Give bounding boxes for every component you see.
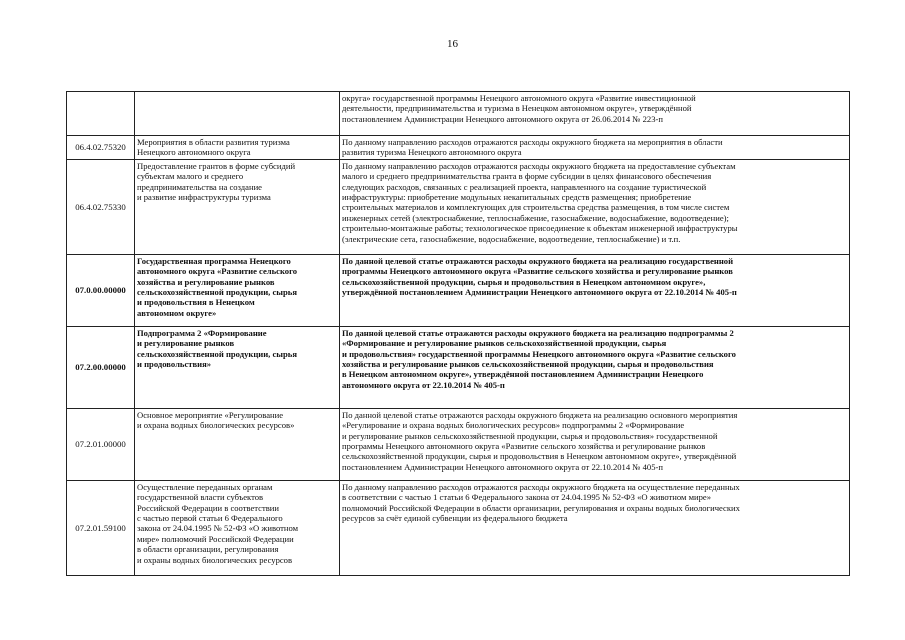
article-name-line: и продовольствия»	[137, 359, 212, 370]
article-name-line: и регулирование рынков	[137, 338, 235, 349]
article-description-line: в соответствии с частью 1 статьи 6 Федерального закона от 24.04.1995 № 52-ФЗ «О животном мире»	[342, 492, 712, 503]
article-name-line: мире» полномочий Российской Федерации	[137, 533, 294, 544]
article-description-line: «Регулирование и охрана водных биологических ресурсов» подпрограммы 2 «Формирование	[342, 420, 685, 431]
article-name	[135, 136, 340, 160]
table-row	[67, 326, 850, 408]
article-description-line: округа» государственной программы Ненецкого автономного округа «Развитие инвестиционной	[342, 93, 696, 103]
article-description-line: ресурсов за счёт единой субвенции из федерального бюджета	[342, 513, 568, 524]
table-row	[67, 159, 850, 254]
article-description-line: развития туризма Ненецкого автономного округа	[342, 147, 522, 158]
article-description-line: деятельности, предпринимательства и туризма в Ненецком автономном округе», утверждённой	[342, 103, 692, 114]
article-name-line: государственной власти субъектов	[137, 492, 264, 503]
target-article-code: 06.4.02.75320	[67, 136, 135, 160]
article-name-line: Осуществление переданных органам	[137, 481, 273, 492]
table-row	[67, 92, 850, 136]
article-description-line: и регулирование рынков сельскохозяйственной продукции, сырья и продовольствия» государственной	[342, 430, 718, 441]
article-description-line: По данной целевой статье отражаются расходы окружного бюджета на реализацию основного мероприятия	[342, 409, 738, 420]
article-name-line: предпринимательства на создание	[137, 181, 262, 192]
article-name-line: Подпрограмма 2 «Формирование	[137, 327, 267, 338]
article-name-line: и продовольствия в Ненецком	[137, 297, 255, 308]
article-description-line: хозяйства и регулирование рынков сельскохозяйственной продукции, сырья и продовольствия	[342, 359, 714, 370]
article-description	[340, 254, 850, 326]
article-description-line: утверждённой постановлением Администрации Ненецкого автономного округа от 22.10.2014 № 405-п	[342, 287, 737, 298]
article-name-line: и развитие инфраструктуры туризма	[137, 192, 271, 203]
article-name-line: автономного округа «Развитие сельского	[137, 266, 298, 277]
article-description-line: строительных материалов и комплектующих для строительства средства размещения, в том числе систем	[342, 202, 730, 213]
article-name-line: с частью первой статьи 6 Федерального	[137, 513, 283, 524]
target-article-code: 07.2.00.00000	[67, 326, 135, 408]
article-description-line: По данному направлению расходов отражаются расходы окружного бюджета на осуществление переданных	[342, 481, 740, 492]
article-description-line: По данному направлению расходов отражаются расходы окружного бюджета на мероприятия в области	[342, 137, 723, 147]
article-name-line: сельскохозяйственной продукции, сырья	[137, 287, 297, 298]
target-article-code: 06.4.02.75330	[67, 159, 135, 254]
article-description-line: По данному направлению расходов отражаются расходы окружного бюджета на предоставление субъектам	[342, 160, 736, 171]
article-name-line: сельскохозяйственной продукции, сырья	[137, 348, 297, 359]
article-description-line: «Формирование и регулирование рынков сельскохозяйственной продукции, сырья	[342, 338, 667, 349]
article-description	[340, 326, 850, 408]
article-description-line: По данной целевой статье отражаются расходы окружного бюджета на реализацию подпрограммы 2	[342, 327, 734, 338]
article-name-line: Ненецкого автономного округа	[137, 147, 251, 158]
table-row	[67, 136, 850, 160]
article-name-line: хозяйства и регулирование рынков	[137, 276, 275, 287]
article-name-line: Мероприятия в области развития туризма	[137, 137, 290, 147]
table-row	[67, 480, 850, 575]
article-name-line: Основное мероприятие «Регулирование	[137, 409, 284, 420]
article-name-line: в области организации, регулирования	[137, 544, 279, 555]
article-description-line: малого и среднего предпринимательства гранта в форме субсидии в целях финансового обеспечения	[342, 171, 712, 182]
article-description-line: сельскохозяйственной продукции, сырья и продовольствия в Ненецком автономном округе», утверждённой	[342, 451, 737, 462]
article-description	[340, 408, 850, 480]
article-name-line: и охраны водных биологических ресурсов	[137, 554, 293, 565]
article-description-line: постановлением Администрации Ненецкого автономного округа от 26.06.2014 № 223-п	[342, 113, 663, 124]
article-description-line: в Ненецком автономном округе», утверждённой постановлением Администрации Ненецкого	[342, 369, 704, 380]
article-name-line: Российской Федерации в соответствии	[137, 502, 279, 513]
article-name	[135, 254, 340, 326]
article-description-line: сельскохозяйственной продукции, сырья и продовольствия в Ненецком автономном округе»,	[342, 276, 706, 287]
article-name-line: субъектам малого и среднего	[137, 171, 244, 182]
article-description-line: программы Ненецкого автономного округа «Развитие сельского хозяйства и регулирование рынков	[342, 266, 733, 277]
article-name-line: автономном округе»	[137, 307, 217, 318]
article-description-line: постановлением Администрации Ненецкого автономного округа от 22.10.2014 № 405-п	[342, 461, 663, 472]
table-row	[67, 408, 850, 480]
target-article-code	[67, 92, 135, 136]
article-name	[135, 480, 340, 575]
target-article-code: 07.0.00.00000	[67, 254, 135, 326]
article-description	[340, 136, 850, 160]
article-description-line: и продовольствия» государственной программы Ненецкого автономного округа «Развитие сельского	[342, 348, 736, 359]
article-description-line: программы Ненецкого автономного округа «Развитие сельского хозяйства и регулирование рынков	[342, 441, 706, 452]
article-description-line: инженерных сетей (электроснабжение, теплоснабжение, газоснабжение, водоснабжение, водоотведение);	[342, 212, 729, 223]
article-name	[135, 159, 340, 254]
article-name-line: Предоставление грантов в форме субсидий	[137, 160, 296, 171]
article-description-line: (электрические сета, газоснабжение, водоснабжение, водоотведение, теплоснабжение) и т.п.	[342, 233, 681, 244]
page-number: 16	[447, 38, 458, 50]
article-description	[340, 480, 850, 575]
article-description-line: инфраструктуры: приобретение модульных некапитальных средств размещения; приобретение	[342, 192, 692, 203]
article-description-line: следующих расходов, связанных с реализацией проекта, направленного на создание туристической	[342, 181, 707, 192]
article-description	[340, 92, 850, 136]
article-description-line: строительно-монтажные работы; технологическое присоединение к объектам инженерной инфраструктуры	[342, 223, 738, 234]
article-description-line: автономного округа от 22.10.2014 № 405-п	[342, 379, 505, 390]
article-name	[135, 92, 340, 136]
target-article-code: 07.2.01.00000	[67, 408, 135, 480]
article-name	[135, 408, 340, 480]
article-name-line: и охрана водных биологических ресурсов»	[137, 420, 295, 431]
article-description	[340, 159, 850, 254]
target-article-code: 07.2.01.59100	[67, 480, 135, 575]
budget-classification-table	[66, 91, 850, 576]
table-row	[67, 254, 850, 326]
article-name-line: Государственная программа Ненецкого	[137, 255, 291, 266]
article-name-line: закона от 24.04.1995 № 52-ФЗ «О животном	[137, 523, 299, 534]
article-description-line: полномочий Российской Федерации в области организации, регулирования и охраны водных биологических	[342, 502, 740, 513]
article-name	[135, 326, 340, 408]
article-description-line: По данной целевой статье отражаются расходы окружного бюджета на реализацию государственной	[342, 255, 734, 266]
